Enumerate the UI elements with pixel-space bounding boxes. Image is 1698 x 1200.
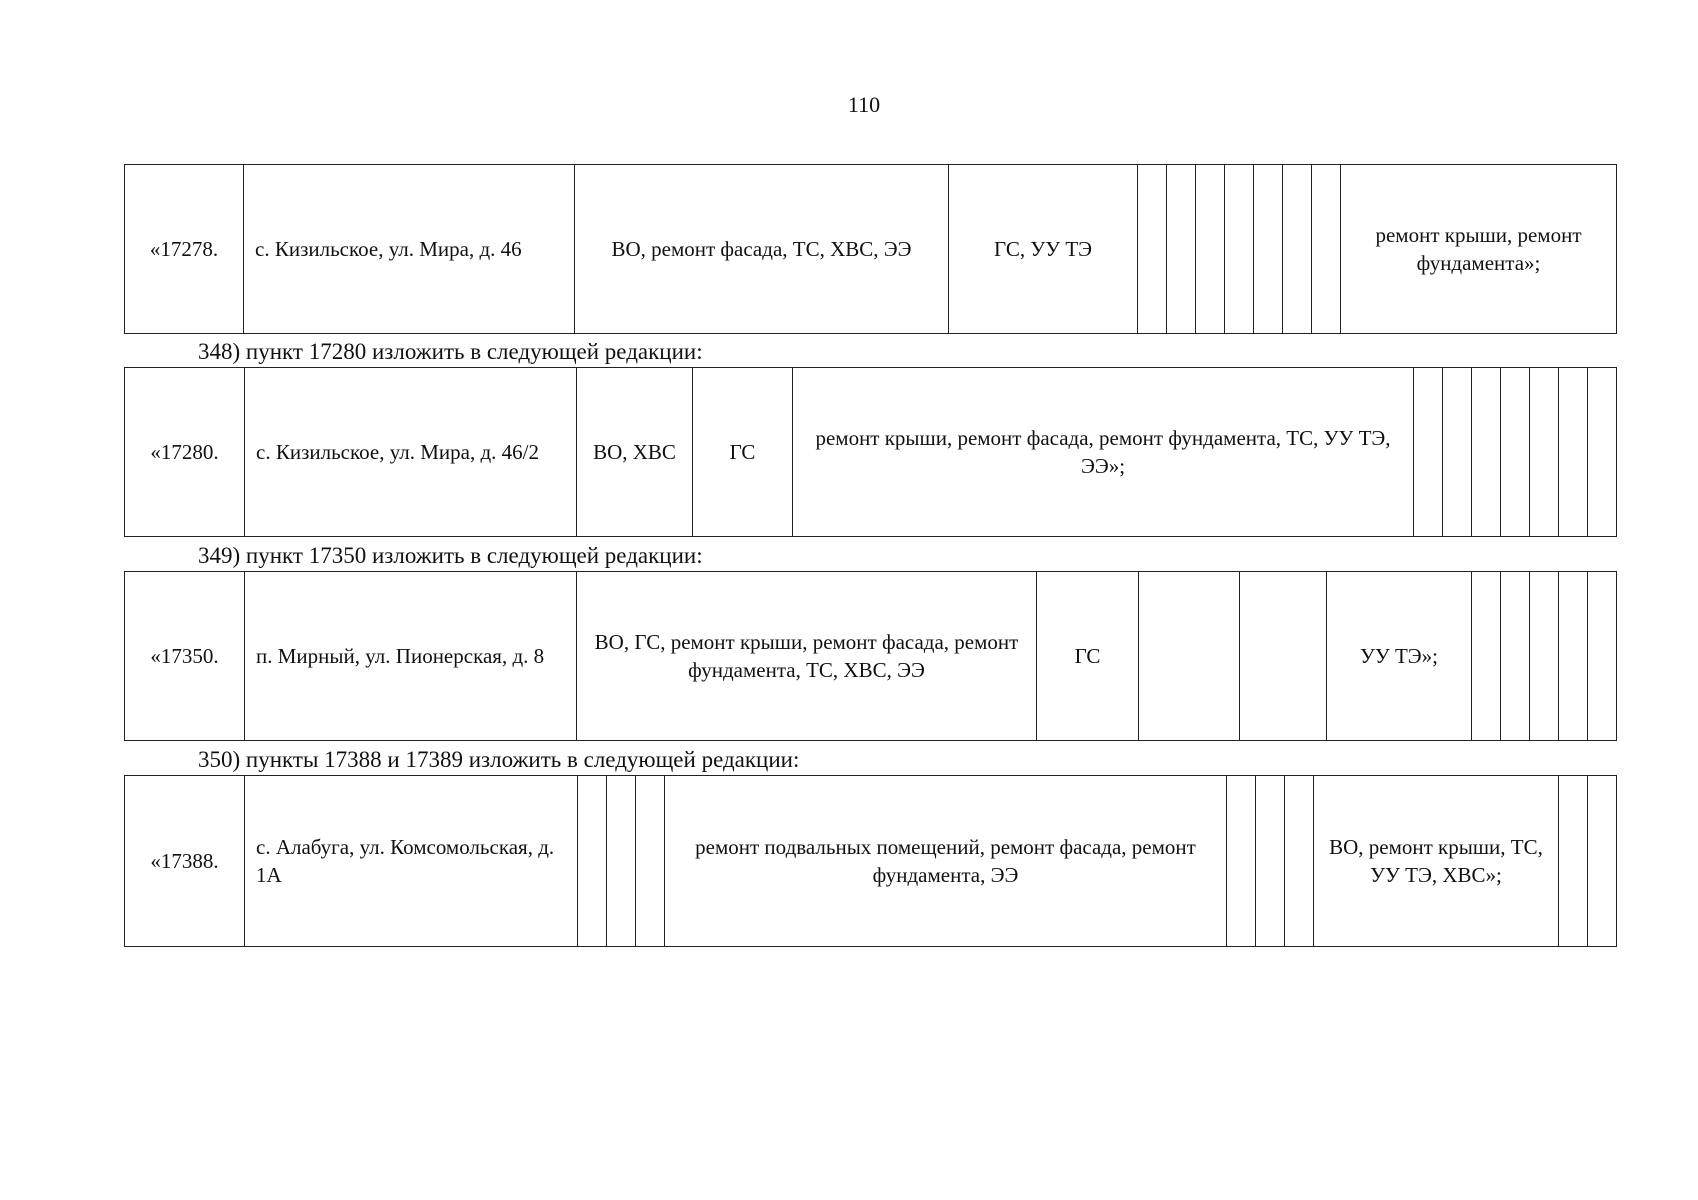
empty-cell xyxy=(1256,776,1285,947)
work-types-cell: ГС xyxy=(1037,572,1139,741)
instruction-350: 350) пункты 17388 и 17389 изложить в следующей редакции: xyxy=(198,747,800,772)
item-number-cell: «17280. xyxy=(125,368,245,537)
empty-cell xyxy=(1588,368,1617,537)
empty-cell xyxy=(1530,572,1559,741)
work-types-cell: ВО, ГС, ремонт крыши, ремонт фасада, ремонт фундамента, ТС, ХВС, ЭЭ xyxy=(577,572,1037,741)
empty-cell xyxy=(1472,368,1501,537)
empty-cell xyxy=(1559,368,1588,537)
empty-cell xyxy=(1227,776,1256,947)
item-number-cell: «17350. xyxy=(125,572,245,741)
empty-cell xyxy=(1283,165,1312,334)
empty-cell xyxy=(1225,165,1254,334)
item-number-cell: «17278. xyxy=(125,165,244,334)
empty-cell xyxy=(1501,368,1530,537)
table-item-17280 xyxy=(124,367,1617,537)
empty-cell xyxy=(1240,572,1327,741)
page-number: 110 xyxy=(847,92,881,117)
empty-cell xyxy=(1501,572,1530,741)
empty-cell xyxy=(1138,165,1167,334)
instruction-348: 348) пункт 17280 изложить в следующей редакции: xyxy=(198,339,703,364)
empty-cell xyxy=(1472,572,1501,741)
empty-cell xyxy=(1559,572,1588,741)
empty-cell xyxy=(578,776,607,947)
table-item-17278 xyxy=(124,164,1617,334)
empty-cell xyxy=(1443,368,1472,537)
empty-cell xyxy=(607,776,636,947)
empty-cell xyxy=(1139,572,1240,741)
empty-cell xyxy=(636,776,665,947)
instruction-349: 349) пункт 17350 изложить в следующей редакции: xyxy=(198,543,703,568)
work-types-cell: ГС xyxy=(693,368,793,537)
work-types-cell: ремонт подвальных помещений, ремонт фасада, ремонт фундамента, ЭЭ xyxy=(665,776,1227,947)
empty-cell xyxy=(1254,165,1283,334)
work-types-cell: ВО, ремонт фасада, ТС, ХВС, ЭЭ xyxy=(575,165,949,334)
address-cell: с. Кизильское, ул. Мира, д. 46 xyxy=(244,165,575,334)
empty-cell xyxy=(1588,572,1617,741)
table-item-17350 xyxy=(124,571,1617,741)
empty-cell xyxy=(1196,165,1225,334)
address-cell: с. Кизильское, ул. Мира, д. 46/2 xyxy=(245,368,577,537)
table-item-17388 xyxy=(124,775,1617,947)
work-types-cell: ВО, ремонт крыши, ТС, УУ ТЭ, ХВС»; xyxy=(1314,776,1559,947)
empty-cell xyxy=(1312,165,1341,334)
address-cell: с. Алабуга, ул. Комсомольская, д. 1А xyxy=(245,776,578,947)
work-types-cell: ремонт крыши, ремонт фундамента»; xyxy=(1341,165,1617,334)
item-number-cell: «17388. xyxy=(125,776,245,947)
work-types-cell: ГС, УУ ТЭ xyxy=(949,165,1138,334)
work-types-cell: ремонт крыши, ремонт фасада, ремонт фундамента, ТС, УУ ТЭ, ЭЭ»; xyxy=(793,368,1414,537)
work-types-cell: ВО, ХВС xyxy=(577,368,693,537)
empty-cell xyxy=(1530,368,1559,537)
empty-cell xyxy=(1588,776,1617,947)
empty-cell xyxy=(1414,368,1443,537)
empty-cell xyxy=(1167,165,1196,334)
empty-cell xyxy=(1559,776,1588,947)
work-types-cell: УУ ТЭ»; xyxy=(1327,572,1472,741)
address-cell: п. Мирный, ул. Пионерская, д. 8 xyxy=(245,572,577,741)
empty-cell xyxy=(1285,776,1314,947)
